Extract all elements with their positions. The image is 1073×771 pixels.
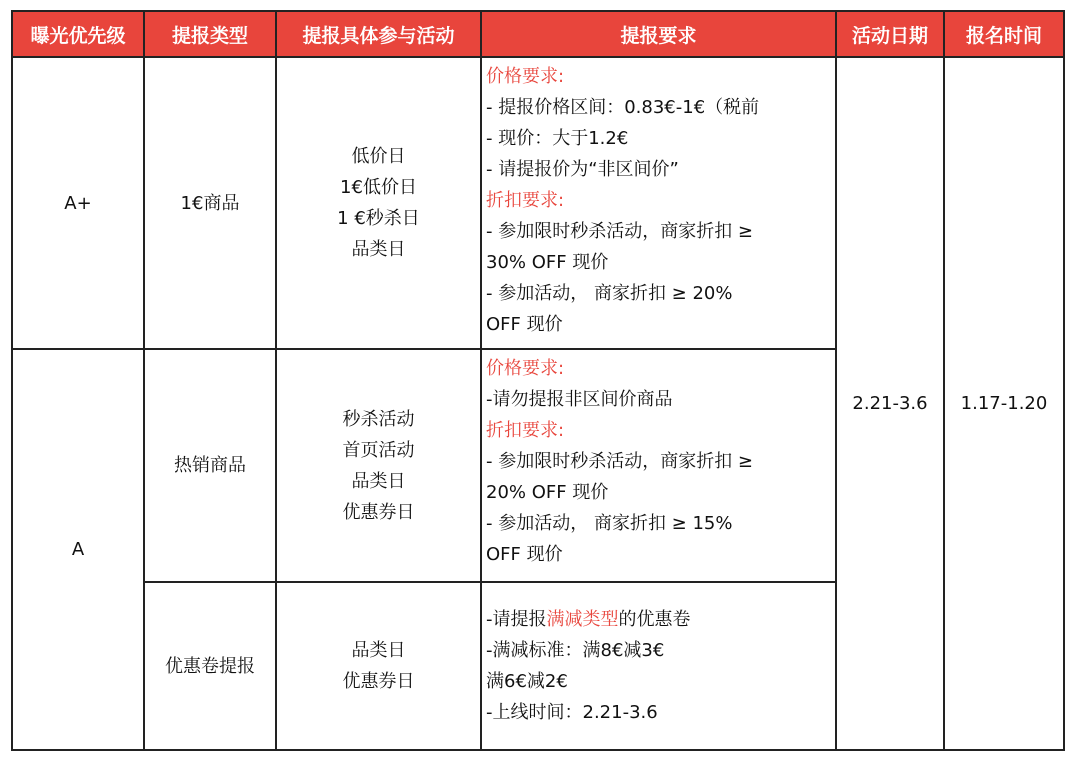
requirement-line: -上线时间：2.21-3.6: [486, 701, 658, 723]
coupon-type-highlight: 满减类型: [546, 608, 619, 630]
activity-item: 1€低价日: [340, 177, 417, 198]
requirement-line: -请勿提报非区间价商品: [486, 389, 673, 410]
requirement-line: - 参加活动， 商家折扣 ≥ 20%: [486, 283, 733, 304]
requirement-line: OFF 现价: [486, 314, 563, 335]
header-requirements: 提报要求: [481, 11, 836, 57]
price-requirement-title: 价格要求:: [486, 66, 565, 87]
type-cell: 1€商品: [144, 57, 276, 349]
priority-cell: A+: [12, 57, 144, 349]
priority-cell: A: [12, 349, 144, 750]
activity-item: 品类日: [351, 470, 406, 492]
activity-item: 优惠券日: [342, 501, 415, 523]
requirement-line: 20% OFF 现价: [486, 482, 609, 503]
requirements-cell: [481, 57, 836, 349]
activities-cell: [276, 582, 481, 750]
requirement-line: - 参加活动， 商家折扣 ≥ 15%: [486, 513, 733, 534]
requirement-line: [486, 604, 835, 635]
requirement-line: - 提报价格区间：0.83€-1€（税前: [486, 97, 760, 118]
activity-table: [11, 10, 1065, 751]
activity-item: 品类日: [351, 239, 406, 260]
activity-item: 低价日: [351, 146, 406, 167]
activity-item: 优惠券日: [342, 671, 415, 692]
requirement-line: -满减标准：满8€减3€: [486, 639, 665, 661]
header-activity-date: 活动日期: [836, 11, 944, 57]
requirement-text: 的优惠卷: [618, 608, 691, 630]
activities-cell: [276, 57, 481, 349]
header-signup-time: 报名时间: [944, 11, 1064, 57]
activity-item: 1 €秒杀日: [337, 208, 420, 229]
type-cell: 优惠卷提报: [144, 582, 276, 750]
table-row: [12, 57, 1064, 349]
signup-time-cell: 1.17-1.20: [944, 57, 1064, 750]
requirement-line: 30% OFF 现价: [486, 252, 609, 273]
discount-requirement-title: 折扣要求:: [486, 420, 565, 441]
requirements-cell: [481, 582, 836, 750]
requirement-line: - 请提报价为“非区间价”: [486, 159, 679, 180]
requirement-line: - 现价：大于1.2€: [486, 128, 629, 149]
requirement-line: 满6€减2€: [486, 670, 568, 692]
activity-date-cell: 2.21-3.6: [836, 57, 944, 750]
type-cell: 热销商品: [144, 349, 276, 582]
requirement-line: - 参加限时秒杀活动，商家折扣 ≥: [486, 221, 754, 242]
requirement-line: OFF 现价: [486, 544, 563, 565]
header-type: 提报类型: [144, 11, 276, 57]
header-priority: 曝光优先级: [12, 11, 144, 57]
requirement-line: - 参加限时秒杀活动，商家折扣 ≥: [486, 451, 754, 472]
activity-item: 首页活动: [342, 439, 415, 461]
activity-item: 秒杀活动: [342, 408, 415, 430]
requirements-cell: [481, 349, 836, 582]
price-requirement-title: 价格要求:: [486, 358, 565, 379]
requirement-text: -请提报: [486, 608, 547, 630]
header-activities: 提报具体参与活动: [276, 11, 481, 57]
activities-cell: [276, 349, 481, 582]
activity-item: 品类日: [351, 640, 406, 661]
discount-requirement-title: 折扣要求:: [486, 190, 565, 211]
table-header-row: [12, 11, 1064, 57]
